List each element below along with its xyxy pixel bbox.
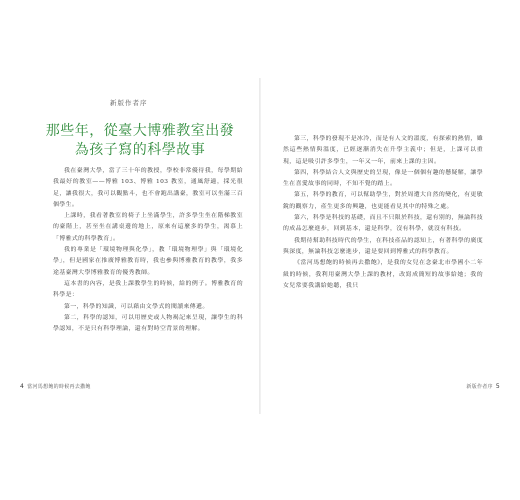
paragraph: 第一，科學的知識，可以藉由文學式的閱讀來傳遞。 [64, 303, 209, 310]
right-folio [466, 383, 503, 390]
chapter-title-line-1: 那些年，從臺大博雅教室出發 [45, 123, 235, 139]
paragraph: 第三，科學的發現不是冰冷，而是有人文的溫度，有探索的熱情，雖然這些熱情與溫度，已經逐漸消失在升學主義中；但是，上課可以重現，這是吸引許多學生，一年又一年，前來上課的主因。 [283, 136, 483, 165]
paragraph: 《當河馬想飽的時候再去撒飽》，是我的女兒在念臺北市學國小二年級的時候，我利用臺灣大學上課的教材，改寫成簡短的故事給她；我的女兒常要我講給她聽，我只 [283, 260, 483, 289]
running-title: 新版作者序 [466, 384, 493, 390]
paragraph: 我期待幫助科技時代的學生，在科技產品的認知上，有著科學的廣度與深度，無論科技怎麼進步，還是要回到博雅式的科學教育。 [283, 237, 483, 255]
page-number: 5 [495, 383, 500, 390]
paragraph: 我在臺灣大學，當了三十年的教授，學校非常優待我，每學期給我最好的教室——博雅 103、博雅 103 教室，通風舒適，採光很足，讓我很大，我可以觀點斗，也不會跑出講臺，教室可以坐滿三百個學生。 [53, 168, 243, 208]
section-label: 新版作者序 [110, 99, 148, 107]
left-page [0, 78, 259, 414]
paragraph: 第五，科學的教育，可以幫助學生，對於周遭大自然的變化，有更敏銳的觀察力，產生更多的興趣，也更能看見其中的特殊之處。 [283, 192, 483, 210]
paragraph: 第六，科學是科技的基礎，而且不只限於科技，還有別的，無論科技的成品怎麼進步，回到基本，還是科學，沒有科學，就沒有科技。 [283, 215, 483, 233]
paragraph: 上課時，我看著教室的椅子上坐滿學生，許多學生坐在階梯教室的臺階上，甚至坐在講桌邊的地上，原來有這麼多的學生，渴慕上「博雅式的科學教育」。 [53, 213, 243, 242]
right-page [261, 78, 520, 414]
page-number: 4 [20, 383, 25, 390]
paragraph: 第四，科學結合人文與歷史的呈現，像是一個個有趣的懸疑解，讓學生在喜愛故事的同時，不知不覺的踏上。 [283, 169, 483, 188]
paragraph: 我的專業是「環境物理與化學」，教「環境物理學」與「環境化學」，但是國家在推廣博雅教育時，我也參與博雅教育的教學，我多途基臺灣大學博雅教育的優秀教師。 [53, 247, 243, 276]
paragraph: 這本書的內容，是我上課教學生的時候，給的例子。博雅教育的科學是： [53, 280, 243, 299]
paragraph: 第二，科學的認知，可以用歷史或人物褐記來呈現，讓學生的科學認知，不是只有科學理論，還有對時空背景的理解。 [53, 314, 243, 333]
chapter-title-line-2: 為孩子寫的科學故事 [74, 142, 206, 158]
running-title: 當河馬想飽的時候再去撒飽 [27, 384, 91, 390]
left-folio [17, 383, 91, 390]
chapter-title [40, 122, 240, 160]
left-body-text [53, 166, 243, 335]
right-body-text [283, 134, 483, 292]
